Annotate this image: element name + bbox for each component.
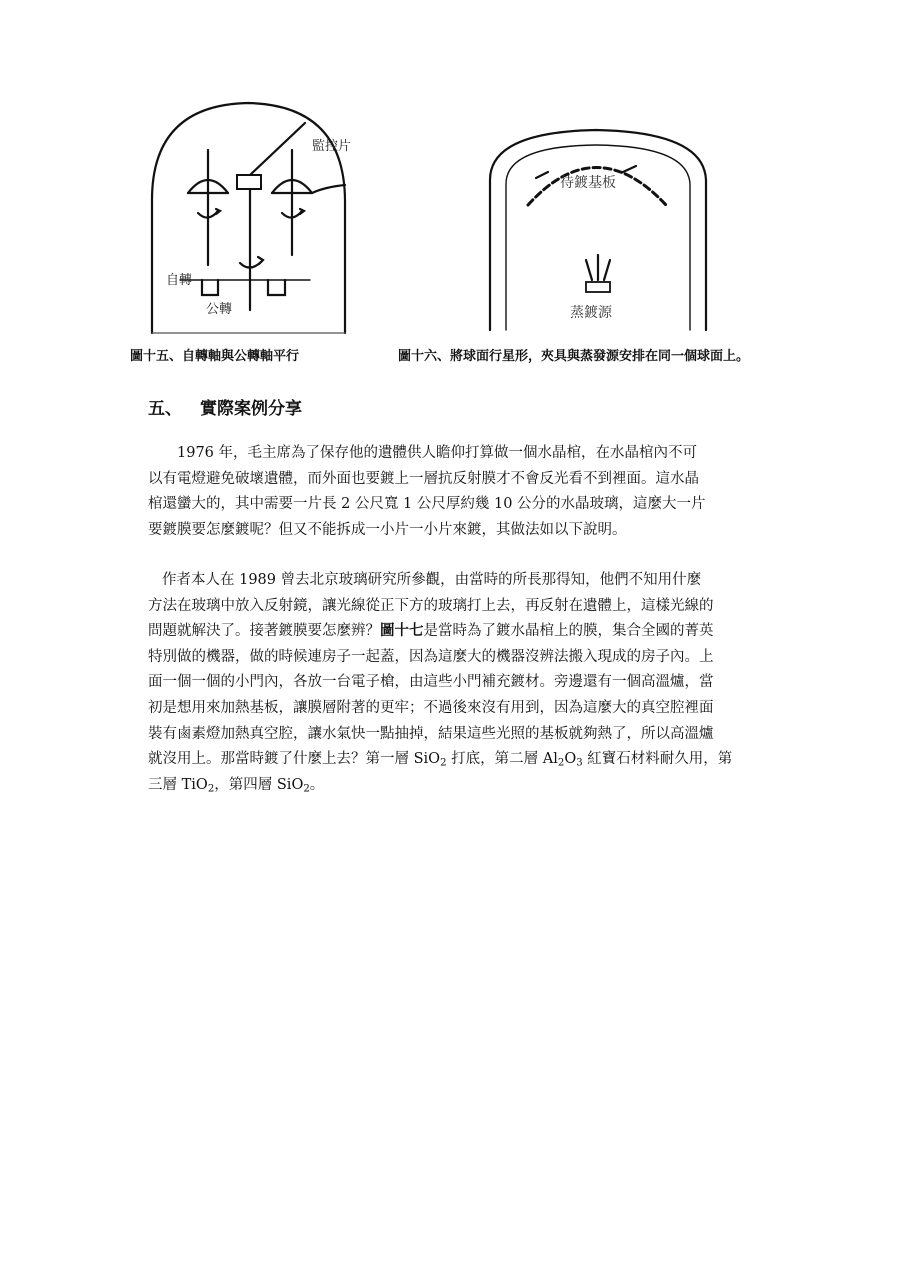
text-run: 問題就解決了。接著鍍膜要怎麼辨？ [148,623,380,640]
paragraph-line: 1976 年，毛主席為了保存他的遺體供人瞻仰打算做一個水晶棺，在水晶棺內不可 [177,445,698,461]
paragraph-line: 方法在玻璃中放入反射鏡，讓光線從正下方的玻璃打上去，再反射在遺體上，這樣光線的 [148,597,714,614]
subscript: 2 [557,757,565,769]
source-label: 蒸鍍源 [570,305,612,321]
paragraph-line [148,747,778,773]
revolution-label: 公轉 [206,302,233,317]
figure-16-diagram [478,110,718,335]
text-run: 三層 TiO [148,776,208,793]
paragraph-2 [148,568,778,798]
paragraph-line: 棺還蠻大的，其中需要一片長 2 公尺寬 1 公尺厚約幾 10 公分的水晶玻璃，這麼大一片 [148,496,706,513]
paragraph-line: 裝有鹵素燈加熱真空腔，讓水氣快一點抽掉，結果這些光照的基板就夠熱了，所以高溫爐 [148,725,714,742]
text-run: ，第四層 SiO [214,776,304,793]
text-run: 是當時為了鍍水晶棺上的膜，集合全國的菁英 [423,623,714,640]
substrate-label: 待鍍基板 [560,175,616,191]
paragraph-line: 特別做的機器，做的時候連房子一起蓋，因為這麼大的機器沒辨法搬入現成的房子內。上 [148,648,714,665]
text-run: 紅寶石材料耐久用，第 [582,751,733,768]
section-heading [148,394,302,419]
paragraph-line: 以有電燈避免破壞遺體，而外面也要鍍上一層抗反射膜才不會反光看不到裡面。這水晶 [148,470,699,487]
monitor-plate-label: 監控片 [312,139,352,154]
paragraph-line [148,619,778,645]
paragraph-line: 面一個一個的小門內，各放一台電子槍，由這些小門補充鍍材。旁邊還有一個高溫爐，當 [148,674,714,691]
figure-15-drawing [140,95,365,340]
subscript: 2 [303,783,310,795]
subscript: 2 [207,783,215,795]
figure-15-caption: 圖十五、自轉軸與公轉軸平行 [130,349,300,364]
figure-17-reference: 圖十七 [380,623,424,640]
paragraph-line [148,773,778,799]
figure-16-caption: 圖十六、將球面行星形，夾具與蒸發源安排在同一個球面上。 [398,349,750,364]
subscript: 2 [440,757,447,769]
paragraph-line: 作者本人在 1989 曾去北京玻璃研究所參觀，由當時的所長那得知，他們不知用什麼 [162,572,702,588]
paragraph-line: 初是想用來加熱基板，讓膜層附著的更牢；不過後來沒有用到，因為這麼大的真空腔裡面 [148,699,714,716]
section-number: 五、 [148,399,182,419]
paragraph-1 [148,441,778,543]
figure-15-diagram [140,95,365,340]
rotation-label: 自轉 [166,273,193,288]
text-run: 就沒用上。那當時鍍了什麼上去？第一層 SiO [148,751,441,768]
section-title: 實際案例分享 [200,399,302,419]
text-run: O [564,751,577,768]
paragraph-line: 要鍍膜要怎麼鍍呢？但又不能拆成一小片一小片來鍍，其做法如以下說明。 [148,521,627,538]
text-run: 。 [309,776,325,793]
text-run: 打底，第二層 Al [446,751,558,768]
subscript: 3 [576,757,583,769]
